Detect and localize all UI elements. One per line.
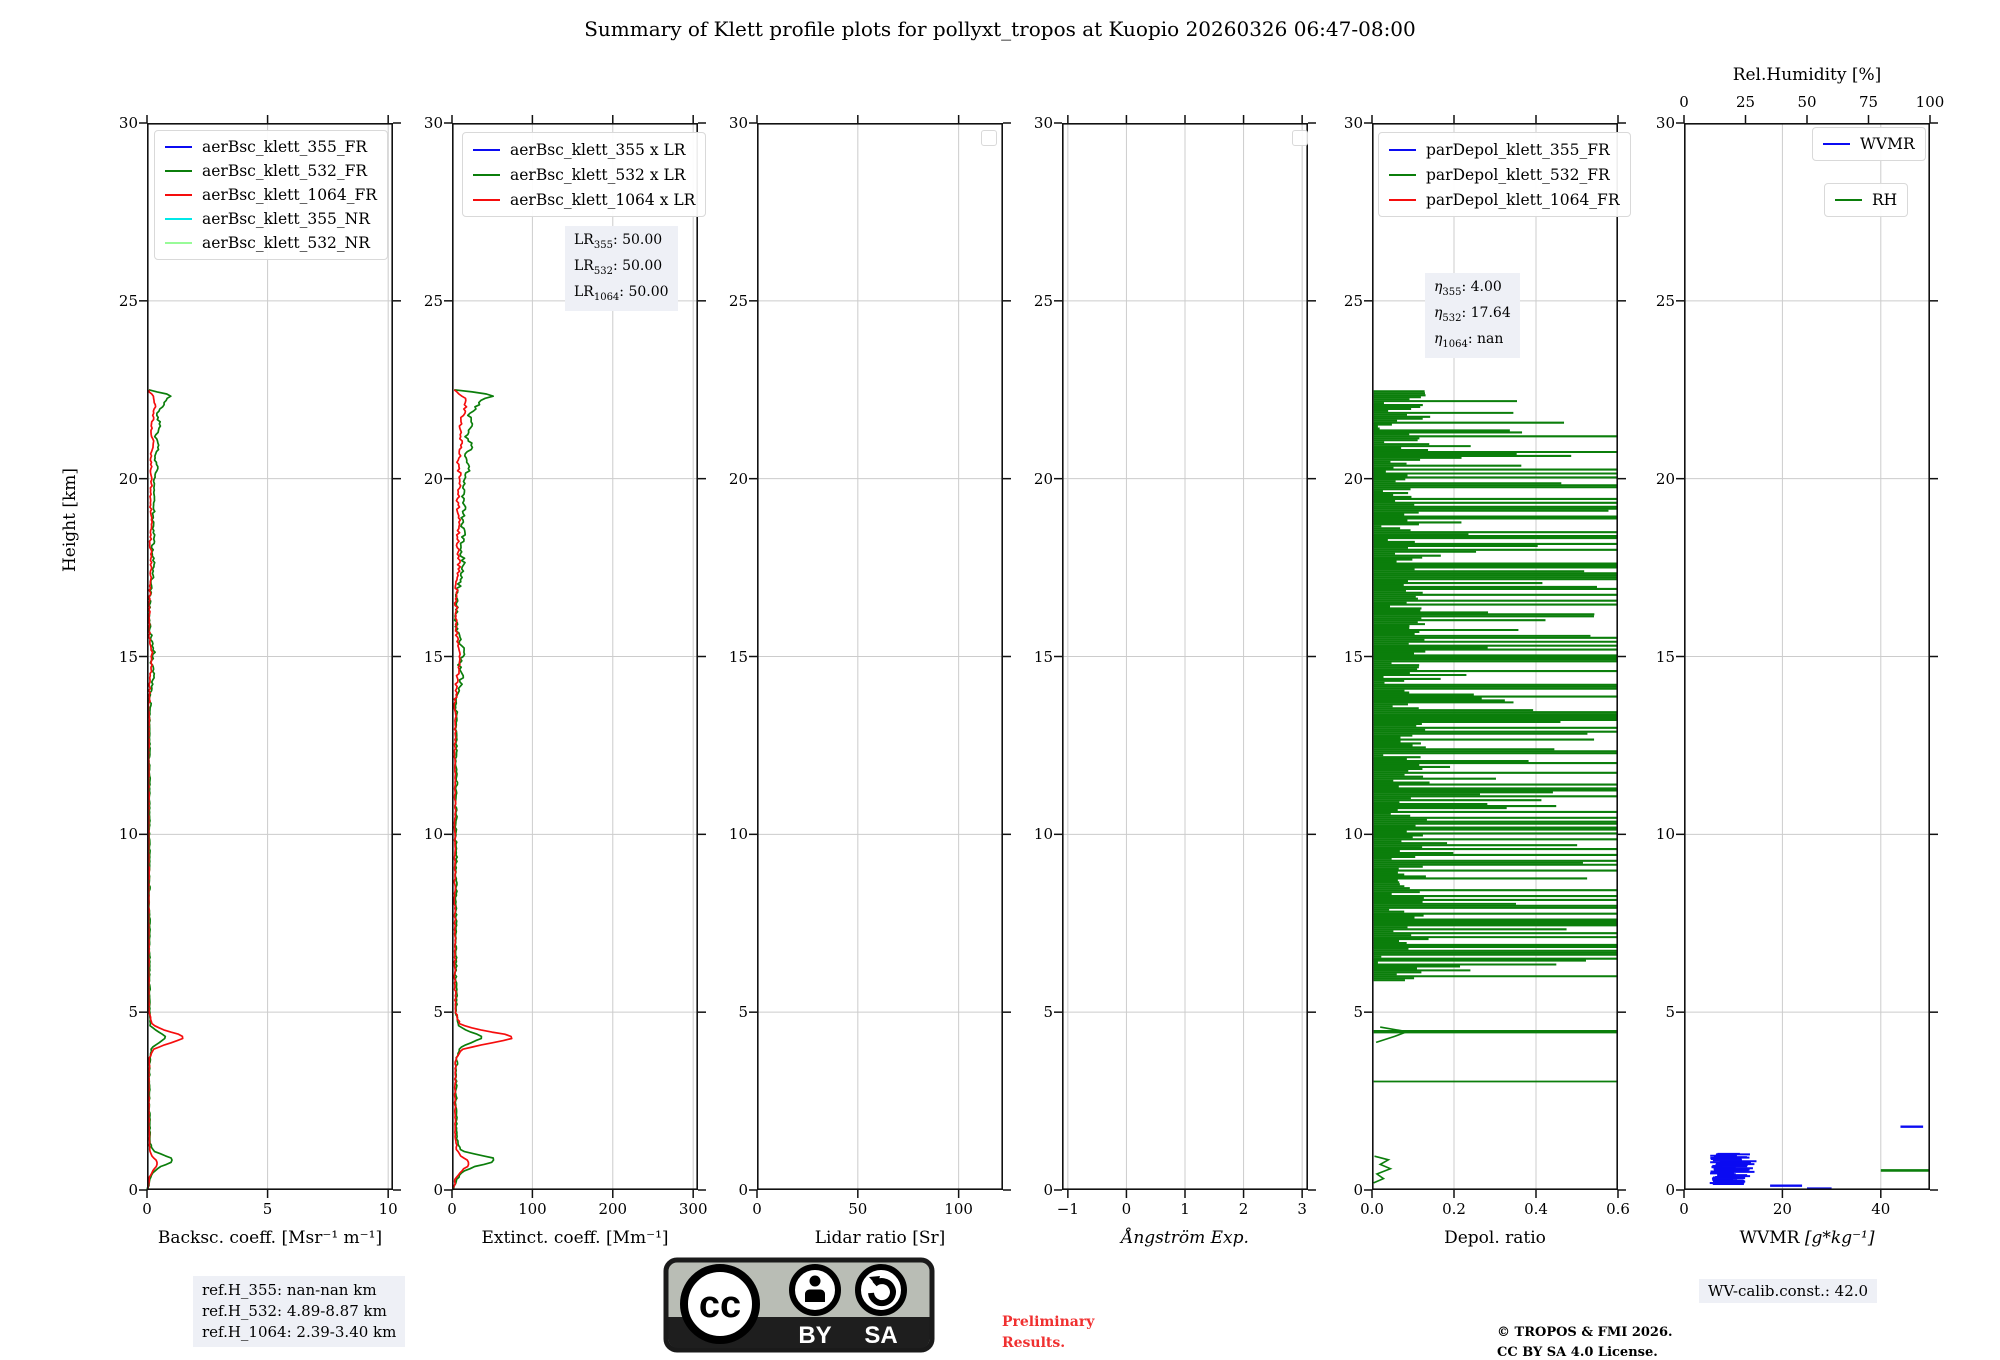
x-tick-label: 0.4 [1524,1200,1548,1218]
y-tick-label: 0 [1665,1181,1675,1199]
y-tick-label: 0 [433,1181,443,1199]
backscatter-panel [118,114,398,1248]
legend-label: aerBsc_klett_355_FR [202,138,368,156]
y-tick-label: 25 [1343,291,1363,310]
y-tick-label: 5 [1353,1003,1363,1022]
legend-item [165,159,377,183]
backscatter-plot-canvas [147,123,393,1190]
legend-line-swatch [1389,199,1416,201]
legend-line-swatch [165,194,192,196]
legend-label: parDepol_klett_355_FR [1426,140,1610,159]
legend-line-swatch [473,199,500,201]
depol-axis-label: Depol. ratio [1444,1228,1546,1248]
ref-h-355: ref.H_355: nan-nan km [202,1281,377,1299]
figure-title: Summary of Klett profile plots for pollyxt_tropos at Kuopio 20260326 06:47-08:00 [584,17,1416,41]
wvmr-plot-canvas [1684,123,1930,1190]
x-tick-label: 200 [598,1200,628,1218]
annotation-row: $\eta_{532}$: 17.64 [1434,304,1511,324]
x-tick-label: 0.0 [1360,1200,1384,1218]
y-axis-label: Height [km] [60,467,80,573]
lidar_ratio-axis-label: Lidar ratio [Sr] [814,1228,946,1248]
legend-item [473,162,695,187]
y-tick-label: 20 [423,469,443,488]
annotation-row: $\eta_{355}$: 4.00 [1434,279,1502,298]
wv-calibration-constant: WV-calib.const.: 42.0 [1699,1279,1877,1303]
top-axis-tick-label: 50 [1797,93,1817,111]
y-tick-label: 25 [1033,291,1053,310]
x-tick-label: −1 [1056,1200,1079,1218]
cc-by-sa-license-badge [663,1257,935,1353]
x-tick-label: 0.2 [1442,1200,1466,1218]
legend-item [473,187,695,212]
preliminary-line1: Preliminary [1002,1314,1095,1330]
legend-item [165,231,377,255]
legend-item [1389,187,1620,212]
lidar_ratio-panel [728,114,1003,1248]
y-tick-label: 30 [1343,114,1363,132]
lidar_ratio-plot-canvas [757,123,1003,1190]
annotation-row: $LR_{1064}$: 50.00 [574,283,669,303]
legend-line-swatch [1389,149,1416,151]
y-tick-label: 30 [1655,114,1675,132]
legend-item [1389,162,1620,187]
extinction-panel [423,114,708,1248]
backscatter-axis-label: Backsc. coeff. [Msr⁻¹ m⁻¹] [157,1228,383,1248]
cc-by-label: BY [798,1322,832,1349]
y-tick-label: 15 [118,647,138,666]
x-tick-label: 100 [944,1200,973,1218]
y-tick-label: 20 [1655,469,1675,488]
cc-sa-label: SA [864,1322,898,1349]
x-tick-label: 300 [678,1200,708,1218]
top-axis-tick-label: 0 [1679,93,1689,111]
legend-line-swatch [165,218,192,220]
ref-h-1064: ref.H_1064: 2.39-3.40 km [202,1323,397,1341]
y-tick-label: 30 [423,114,443,132]
legend-item [1823,132,1915,156]
angstrom-panel [1033,114,1308,1248]
wvmr-axis-label: WVMR [g*kg⁻¹] [1739,1228,1875,1248]
x-tick-label: 50 [848,1200,868,1218]
x-tick-label: 0 [1121,1200,1132,1218]
y-tick-label: 25 [728,291,748,310]
extinction-axis-label: Extinct. coeff. [Mm⁻¹] [481,1228,669,1248]
preliminary-line2: Results. [1002,1335,1066,1351]
x-tick-label: 40 [1871,1200,1891,1218]
angstrom-plot-canvas [1062,123,1308,1190]
x-tick-label: 0 [447,1200,457,1218]
x-tick-label: 1 [1180,1200,1190,1218]
x-tick-label: 10 [378,1200,398,1218]
svg-text:cc: cc [698,1284,742,1326]
depol-panel [1343,114,1630,1248]
y-tick-label: 10 [728,825,748,844]
x-tick-label: 100 [518,1200,547,1218]
y-tick-label: 25 [1655,291,1675,310]
legend-line-swatch [1389,174,1416,176]
y-tick-label: 5 [128,1003,138,1022]
aerBsc_klett_532 x LR-curve [452,390,493,1190]
legend-label: aerBsc_klett_532 x LR [510,165,686,184]
x-tick-label: 2 [1238,1200,1249,1218]
y-tick-label: 0 [128,1181,138,1199]
reference-height-box [193,1276,405,1347]
legend-label: aerBsc_klett_532_FR [202,162,368,180]
aerBsc_klett_1064 x LR-curve [453,390,512,1190]
ref-h-532: ref.H_532: 4.89-8.87 km [202,1302,387,1320]
y-tick-label: 15 [1343,647,1363,666]
y-tick-label: 15 [1033,647,1053,666]
legend-line-swatch [1823,143,1850,145]
x-tick-label: 0 [752,1200,762,1218]
y-tick-label: 5 [738,1003,748,1022]
top-axis-tick-label: 25 [1735,93,1756,111]
y-tick-label: 15 [728,647,748,666]
legend-item [1389,137,1620,162]
empty-legend-box [981,130,997,146]
y-tick-label: 20 [1033,469,1053,488]
top-axis-title: Rel.Humidity [%] [1732,65,1882,85]
y-tick-label: 5 [1043,1003,1053,1022]
y-tick-label: 10 [1655,825,1675,844]
legend-line-swatch [473,174,500,176]
y-tick-label: 25 [423,291,443,310]
y-tick-label: 20 [1343,469,1363,488]
y-tick-label: 20 [118,469,138,488]
legend-label: RH [1872,191,1898,209]
legend-rh [1824,183,1908,217]
x-tick-label: 0 [1679,1200,1689,1218]
y-tick-label: 0 [1353,1181,1363,1199]
legend-label: aerBsc_klett_1064 x LR [510,190,696,209]
legend [1378,132,1631,217]
legend-item [165,183,377,207]
legend-label: WVMR [1860,135,1915,153]
copyright-note [1497,1323,1673,1360]
y-tick-label: 25 [118,291,138,310]
y-tick-label: 30 [118,114,138,132]
top-axis-tick-label: 75 [1858,93,1879,111]
y-tick-label: 5 [433,1003,443,1022]
y-tick-label: 15 [423,647,443,666]
copyright-line1: © TROPOS & FMI 2026. [1497,1325,1673,1340]
y-tick-label: 15 [1655,647,1675,666]
y-tick-label: 20 [728,469,748,488]
y-tick-label: 10 [118,825,138,844]
legend [462,132,706,217]
top-axis-tick-label: 100 [1915,93,1945,111]
legend-label: parDepol_klett_532_FR [1426,165,1610,184]
preliminary-results-note [1002,1312,1094,1354]
legend-item [165,135,377,159]
angstrom-axis-label: Ångström Exp. [1121,1228,1249,1248]
y-tick-label: 30 [728,114,748,132]
copyright-line2: CC BY SA 4.0 License. [1497,1345,1658,1360]
x-tick-label: 5 [262,1200,273,1218]
legend-line-swatch [1835,199,1862,201]
annotation-row: $LR_{355}$: 50.00 [574,232,663,251]
annotation-row: $LR_{532}$: 50.00 [574,257,663,277]
x-tick-label: 20 [1772,1200,1792,1218]
legend-line-swatch [473,149,500,151]
y-tick-label: 10 [1033,825,1053,844]
y-tick-label: 0 [738,1181,748,1199]
legend-label: aerBsc_klett_355_NR [202,210,370,228]
y-tick-label: 10 [423,825,443,844]
legend-line-swatch [165,170,192,172]
y-tick-label: 10 [1343,825,1363,844]
x-tick-label: 3 [1297,1200,1307,1218]
x-tick-label: 0.6 [1606,1200,1630,1218]
legend-item [1835,188,1897,212]
legend-line-swatch [165,146,192,148]
empty-legend-box [1292,130,1308,146]
legend-label: aerBsc_klett_532_NR [202,234,370,252]
annotation-row: $\eta_{1064}$: nan [1434,330,1504,350]
x-tick-label: 0 [142,1200,152,1218]
y-tick-label: 30 [1033,114,1053,132]
legend [154,130,388,260]
legend-line-swatch [165,242,192,244]
legend [1812,127,1926,161]
y-tick-label: 0 [1043,1181,1053,1199]
legend-label: aerBsc_klett_355 x LR [510,140,686,159]
legend-label: parDepol_klett_1064_FR [1426,190,1620,209]
lidar-ratio-annotation [565,226,678,311]
y-tick-label: 5 [1665,1003,1675,1022]
legend-label: aerBsc_klett_1064_FR [202,186,377,204]
legend-item [473,137,695,162]
wvmr-panel [1655,65,1945,1248]
legend-item [165,207,377,231]
eta-annotation [1425,273,1520,358]
